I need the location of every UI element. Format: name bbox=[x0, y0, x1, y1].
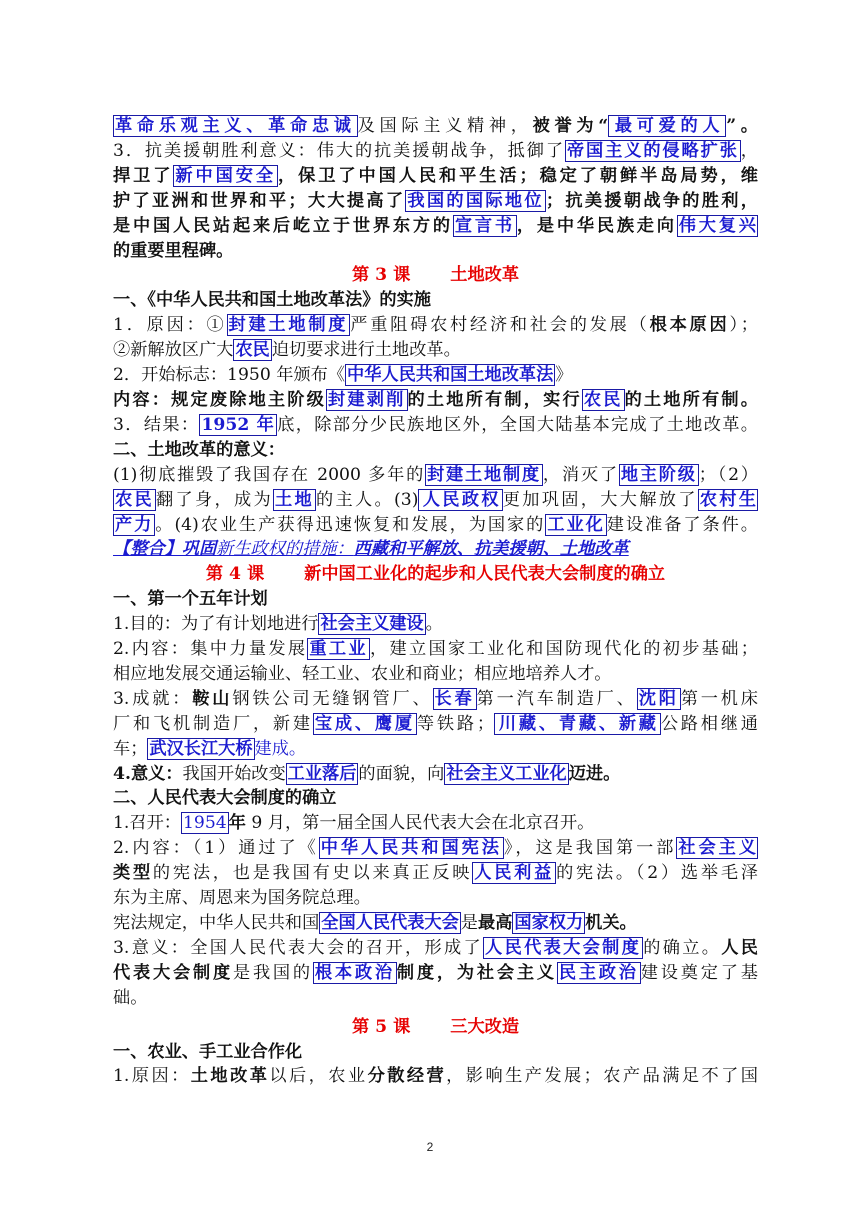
text-line: 产力 。(4)农业生产获得迅速恢复和发展，为国家的 工业化 建设准备了条件。 bbox=[115, 514, 758, 535]
text-line: 类型的宪法，也是我国有史以来真正反映 人民利益 的宪法。（2）选举毛泽 bbox=[113, 863, 758, 884]
key-term-box: 宝成、鹰厦 bbox=[314, 713, 415, 734]
key-term-box: 农村生 bbox=[699, 489, 756, 510]
document-page bbox=[113, 114, 758, 1089]
text-line: 3.意义：全国人民代表大会的召开，形成了 人民代表大会制度 的确立。人民 bbox=[113, 937, 758, 958]
text-line: 是中国人民站起来后屹立于世界东方的 宣言书 ，是中华民族走向 伟大复兴 bbox=[113, 215, 756, 236]
text-line: 2.内容：（1）通过了《 中华人民共和国宪法 》，这是我国第一部 社会主义 bbox=[113, 838, 756, 859]
key-term-box: 沈阳 bbox=[638, 688, 679, 709]
text-line: 农民 翻了身，成为 土地 的主人。(3) 人民政权 更加巩固，大大解放了 农村生 bbox=[115, 489, 756, 510]
text-line: 础。 bbox=[113, 987, 148, 1008]
key-term-box: 伟大复兴 bbox=[678, 215, 756, 236]
text-line: 东为主席、周恩来为国务院总理。 bbox=[113, 888, 371, 909]
key-term-box: 土地 bbox=[275, 489, 315, 510]
text-line: 护了亚洲和世界和平；大大提高了 我国的国际地位 ；抗美援朝战争的胜利， bbox=[113, 190, 758, 211]
text-line: ②新解放区广大 农民 迫切要求进行土地改革。 bbox=[113, 340, 461, 361]
text-line: 2．开始标志：1950 年颁布《 中华人民共和国土地改革法 》 bbox=[113, 365, 573, 386]
text-line: 1.召开： 1954 年 9 月，第一届全国人民代表大会在北京召开。 bbox=[113, 813, 595, 834]
key-term-box: 我国的国际地位 bbox=[407, 190, 544, 211]
key-term-box: 重工业 bbox=[309, 639, 368, 660]
key-term-box: 社会主义建设 bbox=[320, 614, 424, 635]
text-line: 1．原因：① 封建土地制度 严重阻碍农村经济和社会的发展（根本原因）； bbox=[113, 315, 758, 336]
text-line: 的重要里程碑。 bbox=[113, 240, 234, 261]
key-term-box: 封建土地制度 bbox=[228, 315, 349, 336]
key-term-box: 社会主义工业化 bbox=[446, 763, 567, 784]
key-term-box: 人民政权 bbox=[420, 489, 501, 510]
key-term-box: 长春 bbox=[434, 688, 475, 709]
key-term-box: 1952 年 bbox=[201, 414, 276, 435]
key-term-box: 川藏、青藏、新藏 bbox=[496, 713, 659, 734]
key-term-box: 农民 bbox=[235, 340, 270, 361]
key-term-box: 工业落后 bbox=[287, 763, 357, 784]
text-line: 车； 武汉长江大桥 建成。 bbox=[113, 738, 307, 759]
key-term-box: 社会主义 bbox=[678, 838, 756, 859]
text-line: 3.成就：鞍山钢铁公司无缝钢管厂、 长春 第一汽车制造厂、 沈阳 第一机床 bbox=[113, 688, 758, 709]
key-term-box: 国家权力 bbox=[514, 913, 584, 933]
key-term-box: 1954 bbox=[182, 813, 227, 834]
text-line: 2.内容：集中力量发展 重工业 ，建立国家工业化和国防现代化的初步基础； bbox=[113, 639, 758, 660]
text-line: 4.意义：我国开始改变 工业落后 的面貌，向 社会主义工业化 迈进。 bbox=[113, 763, 621, 784]
section-heading: 二、土地改革的意义： bbox=[113, 439, 285, 460]
key-term-box: 农民 bbox=[583, 389, 623, 410]
key-term-box: 中华人民共和国土地改革法 bbox=[347, 365, 554, 386]
key-term-box: 革命乐观主义、革命忠诚 bbox=[115, 116, 356, 136]
key-term-box: 人民利益 bbox=[474, 863, 555, 884]
key-term-box: 地主阶级 bbox=[620, 464, 697, 485]
text-line: 宪法规定，中华人民共和国 全国人民代表大会 是最高 国家权力 机关。 bbox=[113, 913, 637, 933]
key-term-box: 工业化 bbox=[547, 514, 605, 535]
key-term-box: 新中国安全 bbox=[175, 165, 276, 186]
text-line: 3．结果： 1952 年 底，除部分少民族地区外，全国大陆基本完成了土地改革。 bbox=[113, 414, 758, 435]
lesson-heading: 第 5 课 三大改造 bbox=[351, 1016, 520, 1037]
text-line: 3．抗美援朝胜利意义：伟大的抗美援朝战争，抵御了 帝国主义的侵略扩张 ， bbox=[113, 140, 758, 161]
text-line: 代表大会制度是我国的 根本政治 制度，为社会主义 民主政治 建设奠定了基 bbox=[113, 962, 758, 983]
key-term-box: 最可爱的人 bbox=[610, 116, 725, 136]
key-term-box: 宣言书 bbox=[454, 215, 515, 236]
text-line: 内容：规定废除地主阶级 封建剥削 的土地所有制，实行 农民 的土地所有制。 bbox=[113, 389, 758, 410]
key-term-box: 武汉长江大桥 bbox=[149, 738, 253, 759]
section-heading: 一、第一个五年计划 bbox=[113, 589, 268, 610]
key-term-box: 人民代表大会制度 bbox=[485, 937, 642, 958]
text-line: 厂和飞机制造厂，新建 宝成、鹰厦 等铁路； 川藏、青藏、新藏 公路相继通 bbox=[113, 713, 758, 734]
key-term-box: 产力 bbox=[115, 514, 154, 535]
key-term-box: 中华人民共和国宪法 bbox=[320, 838, 502, 859]
key-term-box: 民主政治 bbox=[558, 962, 639, 983]
text-line: (1)彻底摧毁了我国存在 2000 多年的 封建土地制度 ，消灭了 地主阶级 ；（2） bbox=[113, 464, 758, 485]
key-term-box: 全国人民代表大会 bbox=[321, 913, 459, 933]
section-heading: 二、人民代表大会制度的确立 bbox=[113, 788, 337, 809]
key-term-box: 封建土地制度 bbox=[427, 464, 541, 485]
text-line: 1.目的：为了有计划地进行 社会主义建设 。 bbox=[113, 614, 443, 635]
key-term-box: 根本政治 bbox=[314, 962, 395, 983]
section-heading: 一、农业、手工业合作化 bbox=[113, 1041, 303, 1062]
text-line: 捍卫了 新中国安全 ，保卫了中国人民和平生活；稳定了朝鲜半岛局势，维 bbox=[113, 165, 758, 186]
page-number: 2 bbox=[426, 1140, 434, 1154]
text-line: 革命乐观主义、革命忠诚 及国际主义精神，被誉为“ 最可爱的人 ”。 bbox=[115, 116, 758, 136]
section-heading: 一、《中华人民共和国土地改革法》的实施 bbox=[113, 290, 431, 311]
key-term-box: 帝国主义的侵略扩张 bbox=[566, 140, 739, 161]
integration-note: 【整合】巩固新生政权的措施：西藏和平解放、抗美援朝、土地改革 bbox=[113, 539, 629, 560]
key-term-box: 农民 bbox=[115, 489, 155, 510]
lesson-heading: 第 3 课 土地改革 bbox=[351, 265, 520, 286]
text-line: 1.原因：土地改革以后，农业分散经营，影响生产发展；农产品满足不了国 bbox=[113, 1066, 758, 1087]
text-line: 相应地发展交通运输业、轻工业、农业和商业；相应地培养人才。 bbox=[113, 663, 612, 684]
key-term-box: 封建剥削 bbox=[328, 389, 406, 410]
lesson-heading: 第 4 课 新中国工业化的起步和人民代表大会制度的确立 bbox=[205, 564, 666, 585]
